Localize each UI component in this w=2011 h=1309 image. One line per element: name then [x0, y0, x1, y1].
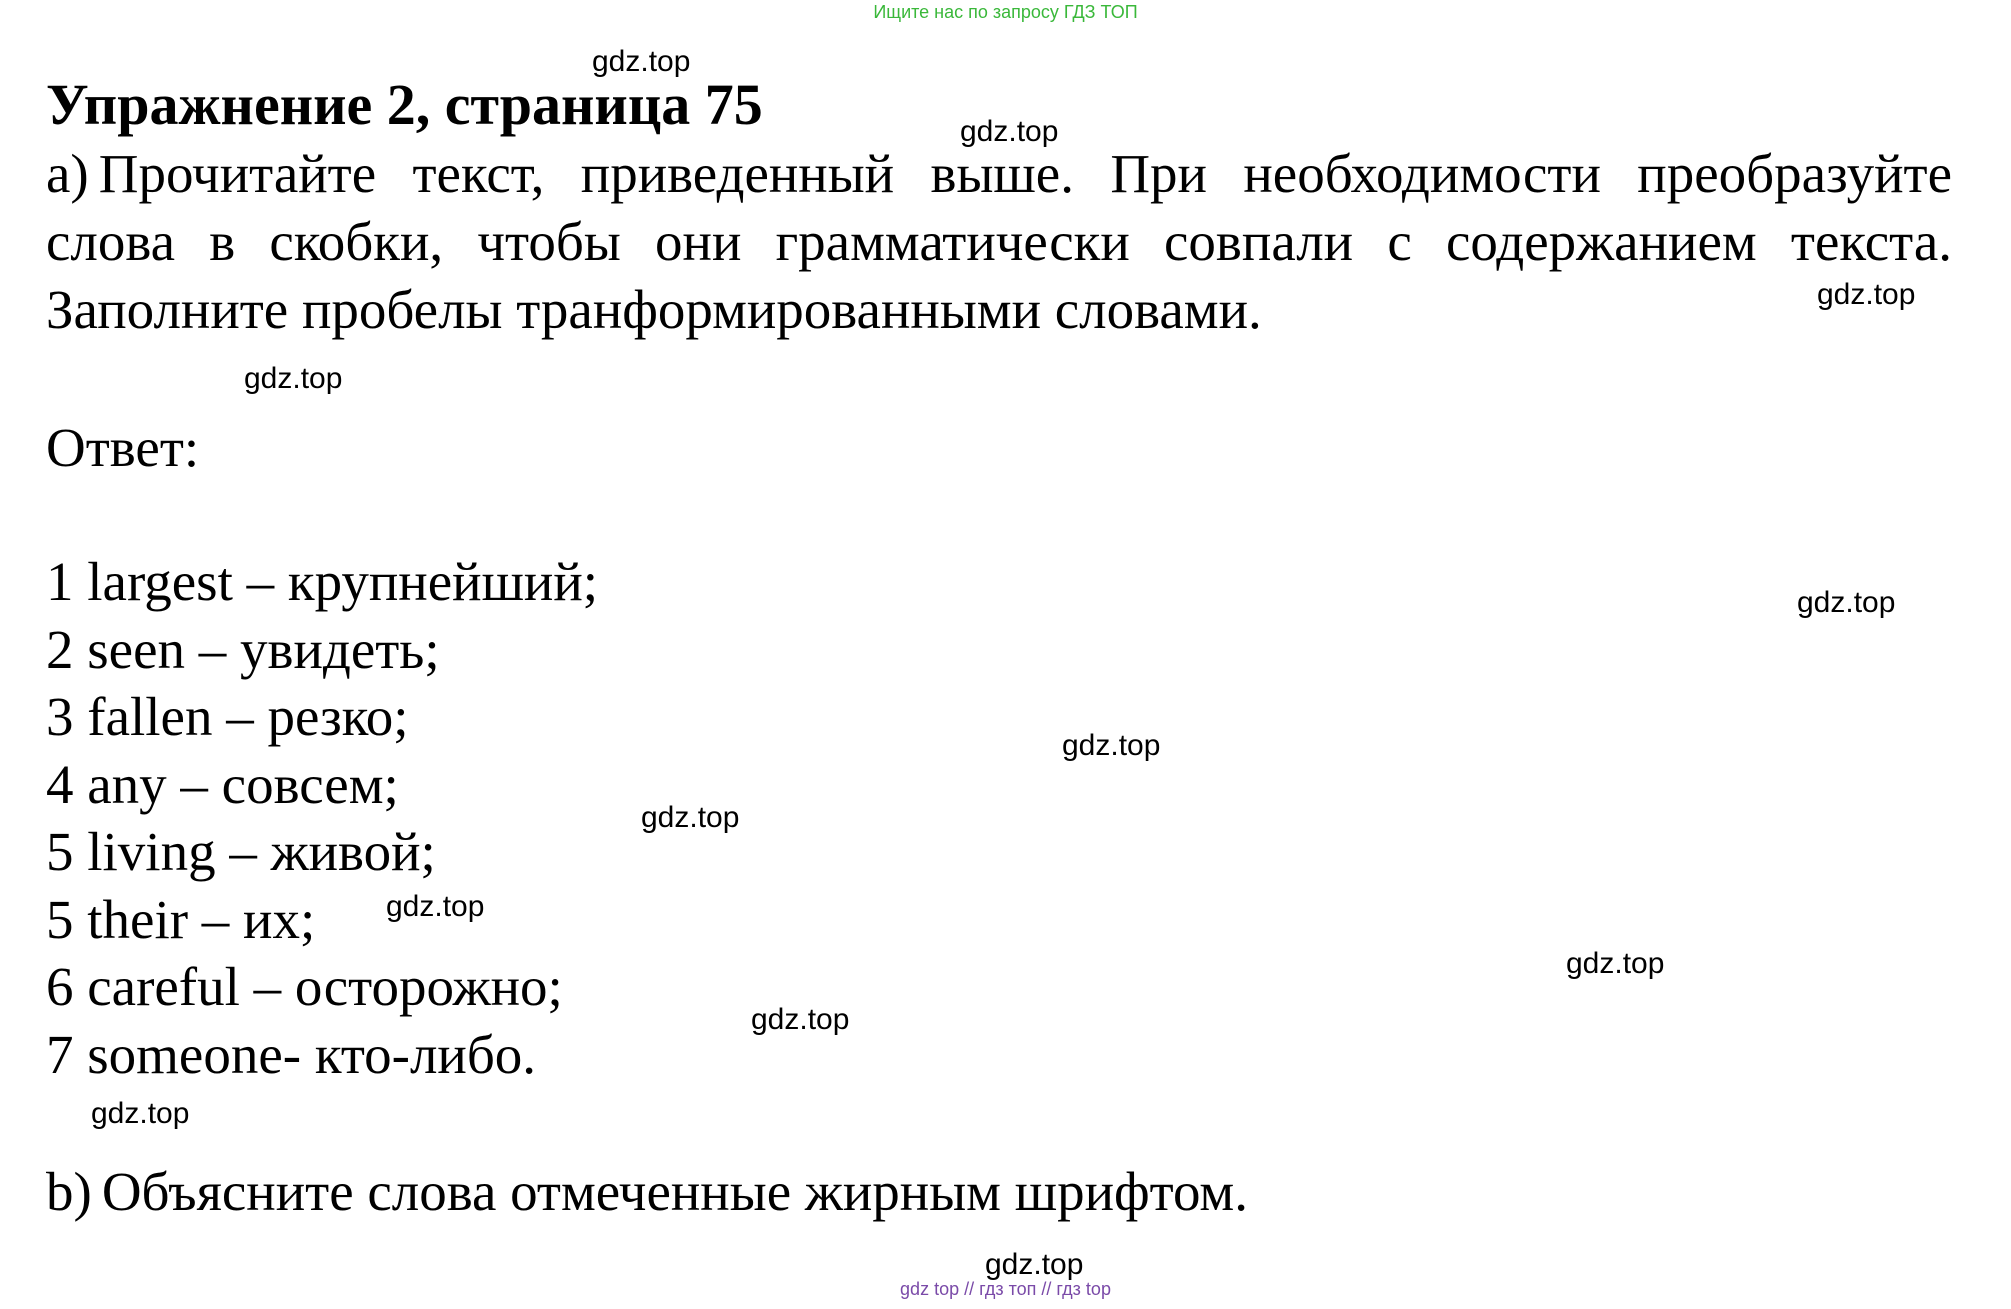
answer-item-7: 6 careful – осторожно;: [46, 956, 563, 1017]
answer-item-5: 5 living – живой;: [46, 821, 436, 882]
answer-label: Ответ:: [46, 417, 200, 478]
exercise-title: Упражнение 2, страница 75: [46, 72, 763, 137]
task-b-text: Объясните слова отмеченные жирным шрифтом.: [101, 1161, 1248, 1222]
footer-links: gdz top // гдз топ // гдз top: [900, 1279, 1111, 1299]
task-a: [46, 140, 1952, 344]
answer-item-8: 7 someone- кто-либо.: [46, 1023, 537, 1085]
answer-item-4: 4 any – совсем;: [46, 753, 399, 815]
watermark: gdz.top: [751, 1003, 850, 1036]
task-a-text: Прочитайте текст, приведенный выше. При необходимости преобразуйте слова в скобки, чтобы они грамматически совпали с содержанием текста. Заполните пробелы транформированными словами.: [46, 143, 1952, 340]
watermark: gdz.top: [985, 1248, 1084, 1281]
task-b: [46, 1158, 1248, 1226]
watermark: gdz.top: [592, 45, 691, 78]
answer-item-2: 2 seen – увидеть;: [46, 618, 440, 680]
watermark: gdz.top: [1566, 947, 1665, 980]
answer-list: [46, 548, 598, 1088]
watermark: gdz.top: [1797, 586, 1896, 619]
task-a-marker: a): [46, 143, 89, 204]
answer-item-3: 3 fallen – резко;: [46, 686, 409, 747]
watermark: gdz.top: [641, 801, 740, 834]
watermark: gdz.top: [1817, 278, 1916, 311]
watermark: gdz.top: [244, 362, 343, 395]
top-banner: Ищите нас по запросу ГДЗ ТОП: [873, 2, 1138, 22]
task-b-marker: b): [46, 1161, 92, 1222]
watermark: gdz.top: [960, 115, 1059, 148]
watermark: gdz.top: [1062, 729, 1161, 762]
watermark: gdz.top: [386, 890, 485, 923]
answer-item-1: 1 largest – крупнейший;: [46, 551, 599, 612]
answer-item-6: 5 their – их;: [46, 888, 316, 950]
watermark: gdz.top: [91, 1097, 190, 1130]
